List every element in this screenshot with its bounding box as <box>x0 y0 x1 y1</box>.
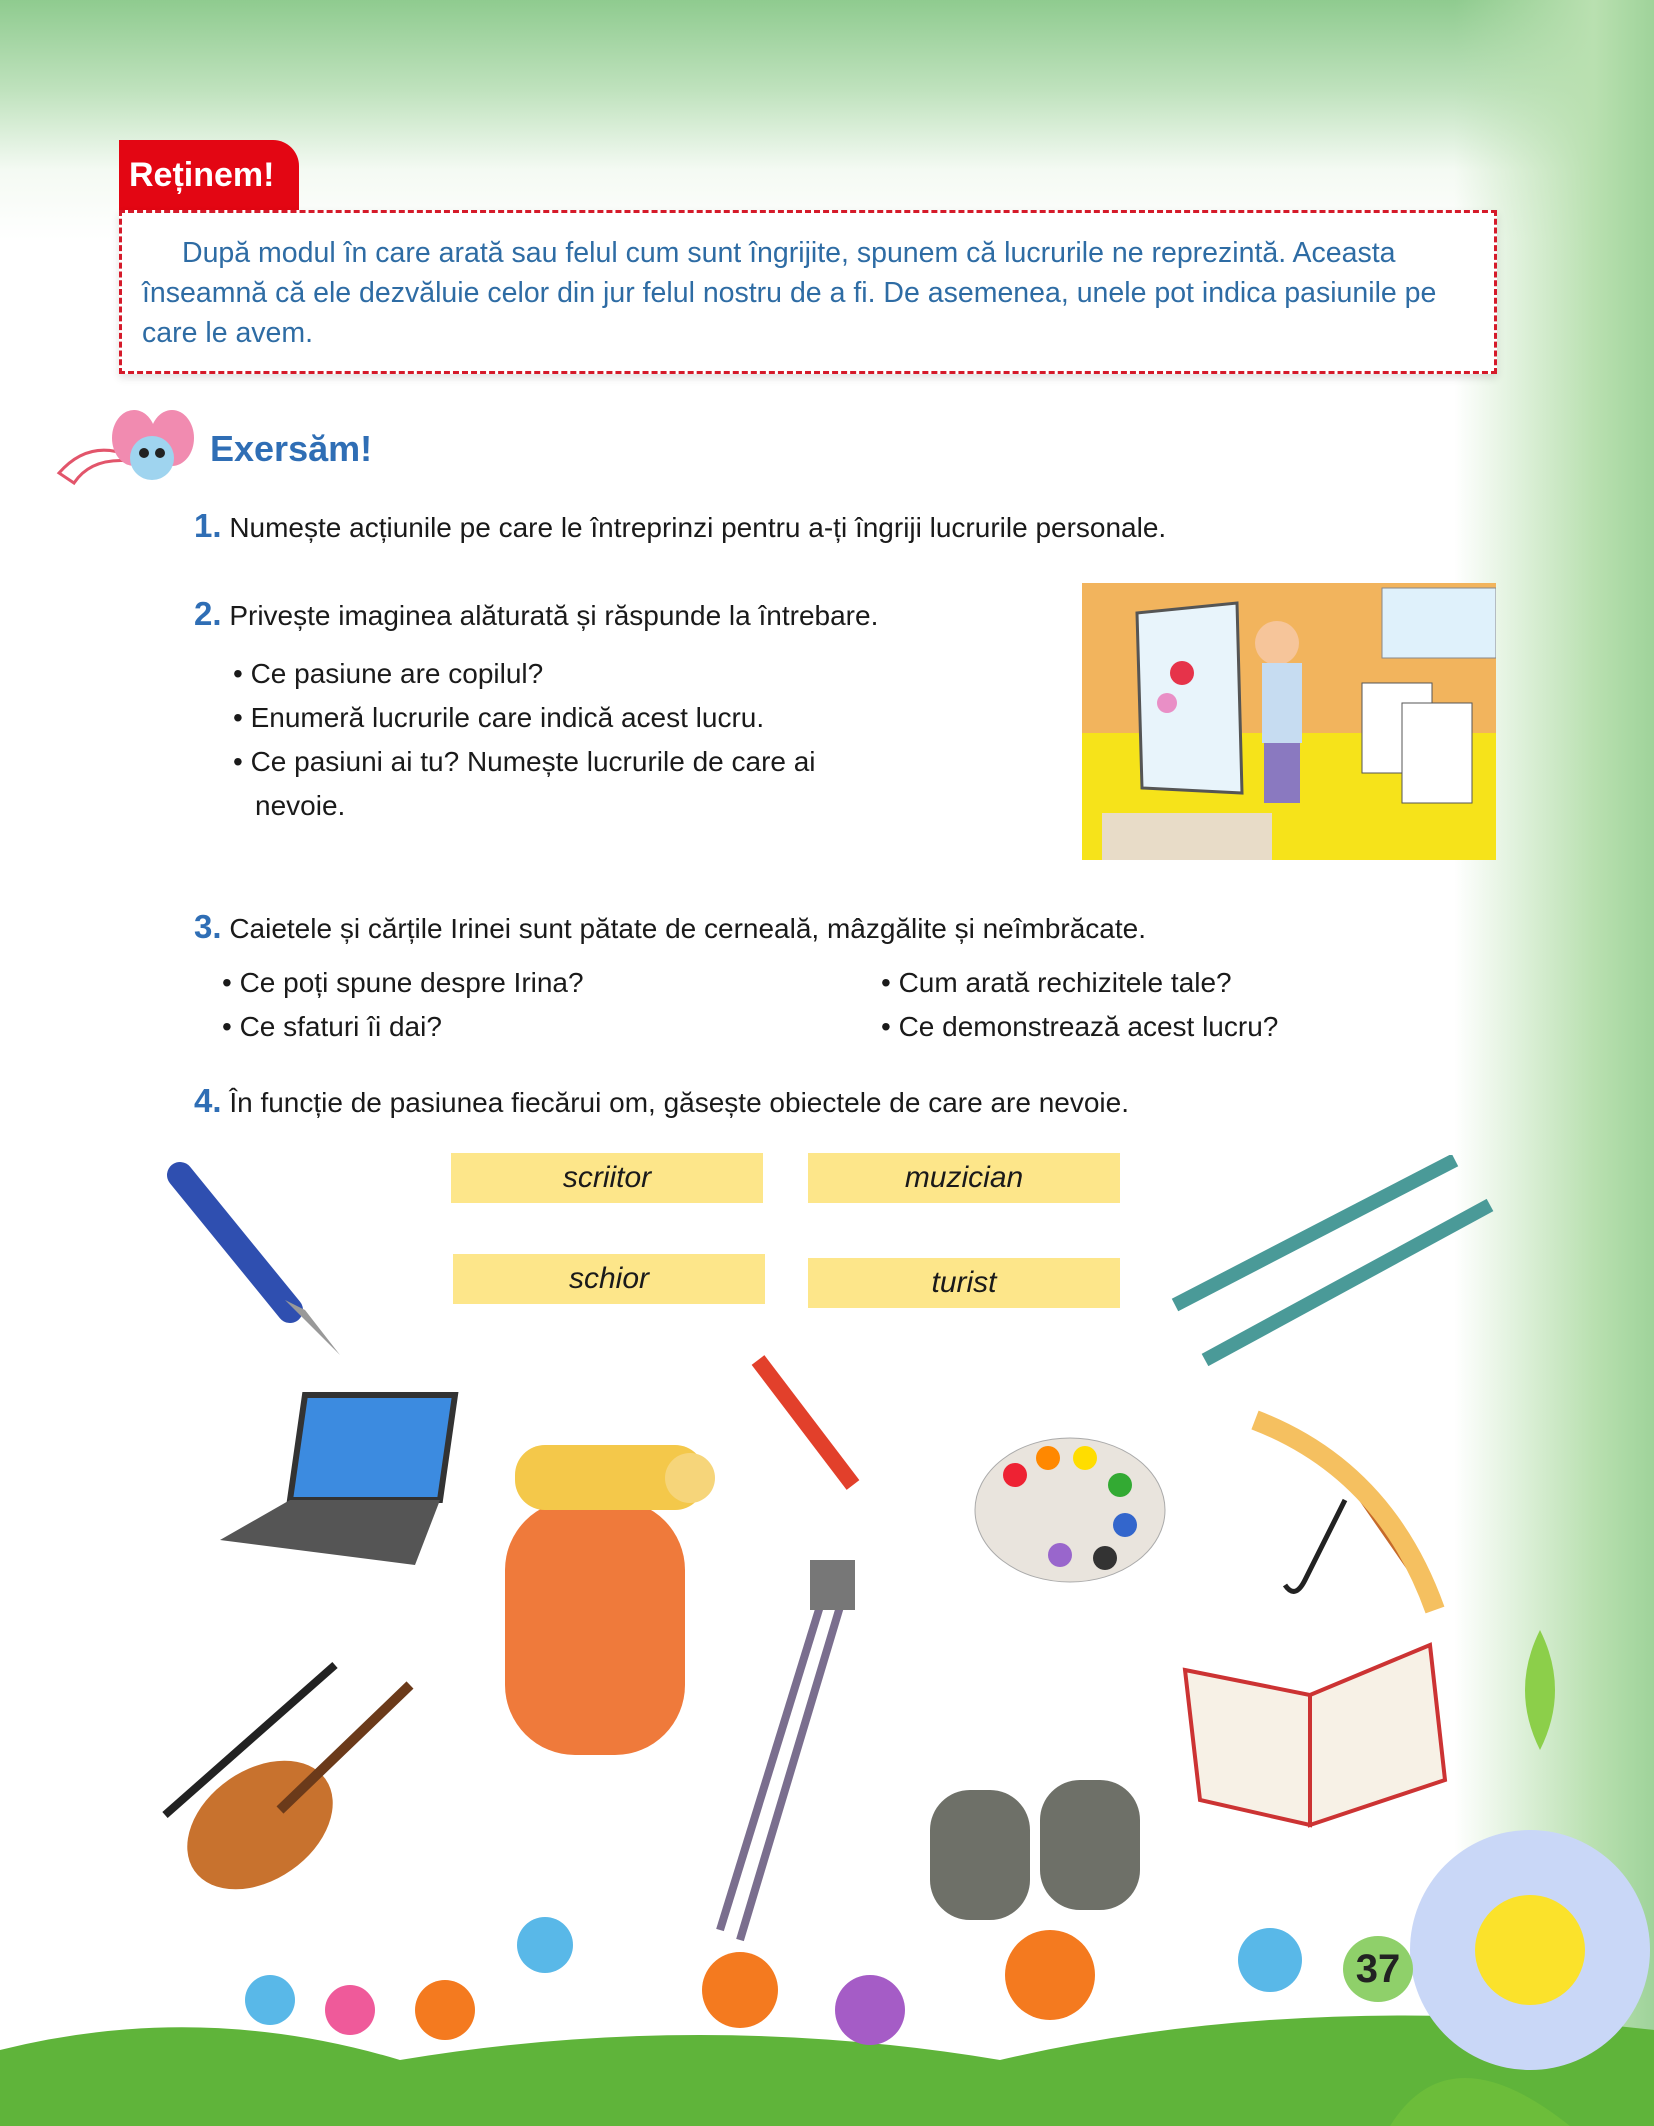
page-number: 37 <box>1343 1936 1413 2002</box>
exersam-title: Exersăm! <box>210 428 373 469</box>
exercise-1 <box>194 506 1166 548</box>
bullet: • Cum arată rechizitele tale? <box>881 967 1232 998</box>
label-muzician[interactable]: muzician <box>808 1153 1120 1203</box>
exercise-number: 2. <box>194 595 222 632</box>
umbrella-image[interactable] <box>1245 1410 1445 1620</box>
bullet: • Ce demonstrează acest lucru? <box>881 1011 1279 1042</box>
violin-image[interactable] <box>160 1660 420 1890</box>
exercise-text: Privește imaginea alăturată și răspunde la întrebare. <box>229 600 879 631</box>
retinem-text: După modul în care arată sau felul cum sunt îngrijite, spunem că lucrurile ne reprezintă. Aceasta înseamnă că ele dezvăluie celor din jur felul nostru de a fi. De asemenea, unele pot indica pasiunile pe care le avem. <box>142 237 1437 349</box>
daisy-decoration <box>1390 1630 1654 2126</box>
exercise-2-bullets <box>233 652 816 828</box>
bullet: • Ce sfaturi îi dai? <box>222 1011 442 1042</box>
bullet: • Enumeră lucrurile care indică acest lucru. <box>233 702 765 733</box>
label-turist[interactable]: turist <box>808 1258 1120 1308</box>
laptop-image[interactable] <box>215 1390 460 1570</box>
butterfly-icon <box>54 393 204 503</box>
label-scriitor[interactable]: scriitor <box>451 1153 763 1203</box>
exercise-3-bullets-right <box>881 961 1278 1049</box>
exercise-4 <box>194 1081 1129 1123</box>
skis-image[interactable] <box>1165 1155 1495 1370</box>
bullet: • Ce pasiuni ai tu? Numește lucrurile de care ai <box>233 746 816 777</box>
palette-image[interactable] <box>970 1430 1170 1590</box>
exercise-text: În funcție de pasiunea fiecărui om, găsește obiectele de care are nevoie. <box>229 1087 1129 1118</box>
label-schior[interactable]: schior <box>453 1254 765 1304</box>
painting-child-image <box>1082 583 1496 860</box>
exercise-number: 4. <box>194 1082 222 1119</box>
bullet: nevoie. <box>255 790 346 821</box>
exercise-text: Caietele și cărțile Irinei sunt pătate de cerneală, mâzgălite și neîmbrăcate. <box>229 913 1147 944</box>
exercise-number: 3. <box>194 908 222 945</box>
fountain-pen-image[interactable] <box>160 1160 350 1360</box>
exercise-text: Numește acțiunile pe care le întreprinzi pentru a-ți îngriji lucrurile personale. <box>229 512 1167 543</box>
exercise-2 <box>194 594 878 636</box>
bullet: • Ce pasiune are copilul? <box>233 658 544 689</box>
exercise-number: 1. <box>194 507 222 544</box>
backpack-image[interactable] <box>475 1440 725 1765</box>
exercise-3 <box>194 907 1146 949</box>
retinem-tab: Reținem! <box>119 140 299 210</box>
retinem-box <box>119 210 1497 374</box>
exercise-3-bullets-left <box>222 961 584 1049</box>
pencil-image[interactable] <box>748 1350 878 1500</box>
bullet: • Ce poți spune despre Irina? <box>222 967 584 998</box>
